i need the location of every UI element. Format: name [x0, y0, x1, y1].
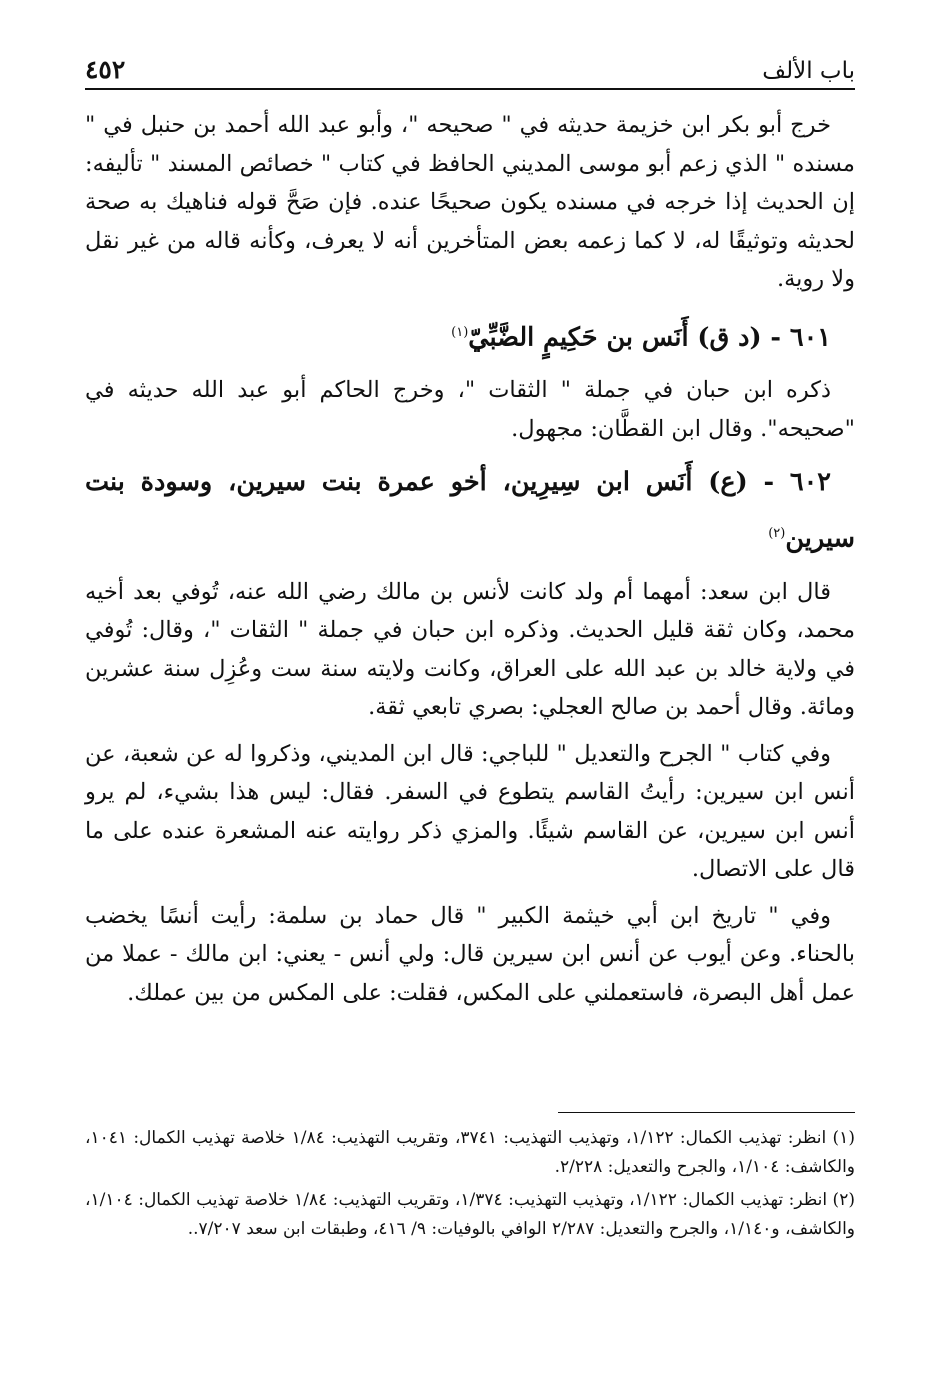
paragraph-1: خرج أبو بكر ابن خزيمة حديثه في " صحيحه "، وأبو عبد الله أحمد بن حنبل في " مسنده " الذي زعم أبو موسى المديني الحافظ في كتاب " خصائص المسند " تأليفه: إن الحديث إذا خرجه في مسنده يكون صحيحًا عنده. فإن صَحَّ قوله فناهيك به صحة لحديثه وتوثيقًا له، لا كما زعمه بعض المتأخرين أنه لا يعرف، وكأنه قاله من غير نقل ولا روية. [85, 112, 855, 292]
entry-601-heading [85, 307, 855, 364]
paragraph-5: وفي " تاريخ ابن أبي خيثمة الكبير " قال حماد بن سلمة: رأيت أنسًا يخضب بالحناء. وعن أيوب عن أنس ابن سيرين قال: ولي أنس - يعني: ابن مالك - عملا من عمل أهل البصرة، فاستعملني على المكس، فقلت: على المكس من بين عملك. [85, 902, 855, 1006]
footnote-ref-2[interactable]: (٢) [768, 526, 786, 541]
chapter-title: باب الألف [762, 58, 855, 84]
paragraph-2: ذكره ابن حبان في جملة " الثقات "، وخرج الحاكم أبو عبد الله حديثه في "صحيحه". وقال ابن القطَّان: مجهول. [85, 377, 855, 442]
entry-601-title: ٦٠١ - (د ق) أَنَس بن حَكِيمٍ الضَّبِّيّ [468, 322, 831, 352]
main-text [85, 106, 855, 1020]
footnote-1: (١) انظر: تهذيب الكمال: ١/١٢٢، وتهذيب التهذيب: ٣٧٤١، وتقريب التهذيب: ١/٨٤ خلاصة تهذيب الكمال: ١٠٤١، والكاشف: ١/١٠٤، والجرح والتعديل: ٢/٢٢٨. [85, 1128, 855, 1177]
paragraph-3: قال ابن سعد: أمهما أم ولد كانت لأنس بن مالك رضي الله عنه، تُوفي بعد أخيه محمد، وكان ثقة قليل الحديث. وذكره ابن حبان في جملة " الثقات "، وقال: تُوفي في ولاية خالد بن عبد الله على العراق، وكانت ولايته سنة ست وعُزِل سنة عشرين ومائة. وقال أحمد بن صالح العجلي: بصري تابعي ثقة. [85, 578, 855, 720]
footnote-separator [558, 1112, 855, 1113]
footnotes [85, 1124, 855, 1248]
entry-602-heading [85, 456, 855, 565]
footnote-ref-1[interactable]: (١) [451, 324, 469, 340]
paragraph-4: وفي كتاب " الجرح والتعديل " للباجي: قال ابن المديني، وذكروا له عن شعبة، عن أنس ابن سيرين: رأيتُ القاسم يتطوع في السفر. فقال: ليس هذا بشيء، لم يرو أنس ابن سيرين، عن القاسم شيئًا. والمزي ذكر روايته عنه المشعرة عنده على ما قال على الاتصال. [85, 740, 855, 882]
page-header [85, 50, 855, 90]
entry-602-title: ٦٠٢ - (ع) أَنَس ابن سِيرِين، أخو عمرة بنت سيرين، وسودة بنت سيرين [85, 467, 855, 554]
footnote-2: (٢) انظر: تهذيب الكمال: ١/١٢٢، وتهذيب التهذيب: ١/٣٧٤، وتقريب التهذيب: ١/٨٤ خلاصة تهذيب الكمال: ١/١٠٤، والكاشف، و١/١٤٠، والجرح والتعديل: ٢/٢٨٧ الوافي بالوفيات: ٩/ ٤١٦، وطبقات ابن سعد ٧/٢٠٧.. [85, 1190, 855, 1239]
page-number: ٤٥٢ [85, 55, 126, 84]
